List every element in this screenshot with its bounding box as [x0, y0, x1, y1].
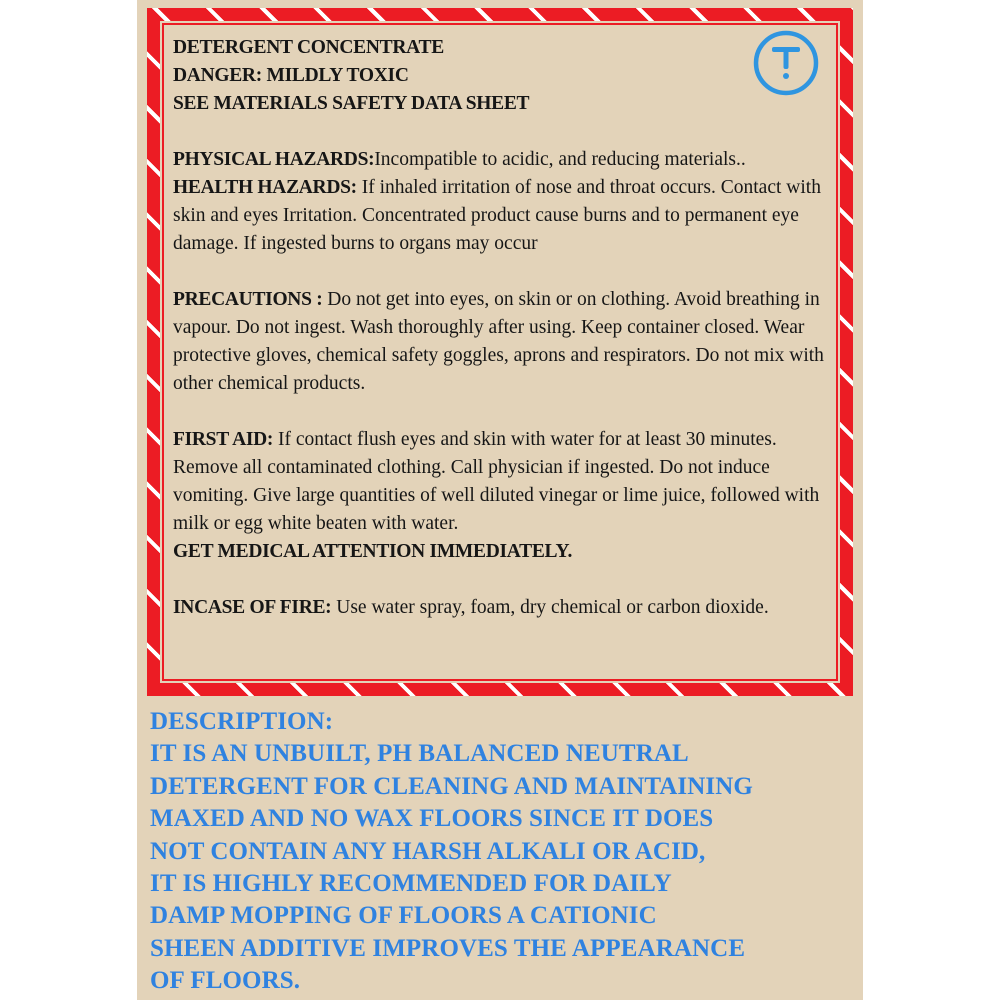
- first-aid-paragraph: [173, 426, 833, 538]
- description-title: DESCRIPTION:: [150, 708, 334, 735]
- first-aid-text: If contact flush eyes and skin with water for at least 30 minutes. Remove all contaminated clothing. Call physician if ingested. Do not induce vomiting. Give large quantities of well diluted vinegar or lime juice, followed with milk or egg white beaten with water.: [173, 429, 820, 534]
- description-line: IT IS HIGHLY RECOMMENDED FOR DAILY: [150, 870, 672, 898]
- first-aid-label: FIRST AID:: [173, 429, 274, 450]
- physical-hazards-paragraph: [173, 146, 833, 174]
- msds-notice: SEE MATERIALS SAFETY DATA SHEET: [173, 93, 530, 114]
- danger-level: DANGER: MILDLY TOXIC: [173, 65, 409, 86]
- precautions-text: Do not get into eyes, on skin or on clothing. Avoid breathing in vapour. Do not ingest. Wash thoroughly after using. Keep container closed. Wear protective gloves, chemical safety goggles, aprons and respirators. Do not mix with other chemical products.: [173, 289, 824, 394]
- physical-hazards-text: Incompatible to acidic, and reducing materials..: [374, 149, 746, 170]
- precautions-paragraph: [173, 286, 833, 398]
- description-block: [150, 706, 850, 998]
- description-line: SHEEN ADDITIVE IMPROVES THE APPEARANCE: [150, 934, 746, 962]
- description-line: MAXED AND NO WAX FLOORS SINCE IT DOES: [150, 805, 714, 833]
- precautions-label: PRECAUTIONS :: [173, 289, 323, 310]
- physical-hazards-label: PHYSICAL HAZARDS:: [173, 149, 375, 170]
- product-name: DETERGENT CONCENTRATE: [173, 37, 444, 58]
- health-hazards-text: If inhaled irritation of nose and throat occurs. Contact with skin and eyes Irritation. Concentrated product cause burns and to permanent eye damage. If ingested burns to organs may occur: [173, 177, 821, 254]
- description-line: DAMP MOPPING OF FLOORS A CATIONIC: [150, 902, 657, 930]
- health-hazards-paragraph: [173, 174, 833, 258]
- medical-attention-warning: GET MEDICAL ATTENTION IMMEDIATELY.: [173, 541, 573, 562]
- hazard-text-block: [173, 34, 833, 622]
- fire-paragraph: [173, 594, 833, 622]
- fire-text: Use water spray, foam, dry chemical or carbon dioxide.: [331, 597, 769, 618]
- fire-label: INCASE OF FIRE:: [173, 597, 332, 618]
- description-line: IT IS AN UNBUILT, PH BALANCED NEUTRAL: [150, 740, 689, 768]
- description-line: NOT CONTAIN ANY HARSH ALKALI OR ACID,: [150, 837, 706, 865]
- description-line: OF FLOORS.: [150, 967, 301, 995]
- health-hazards-label: HEALTH HAZARDS:: [173, 177, 357, 198]
- description-line: DETERGENT FOR CLEANING AND MAINTAINING: [150, 772, 753, 800]
